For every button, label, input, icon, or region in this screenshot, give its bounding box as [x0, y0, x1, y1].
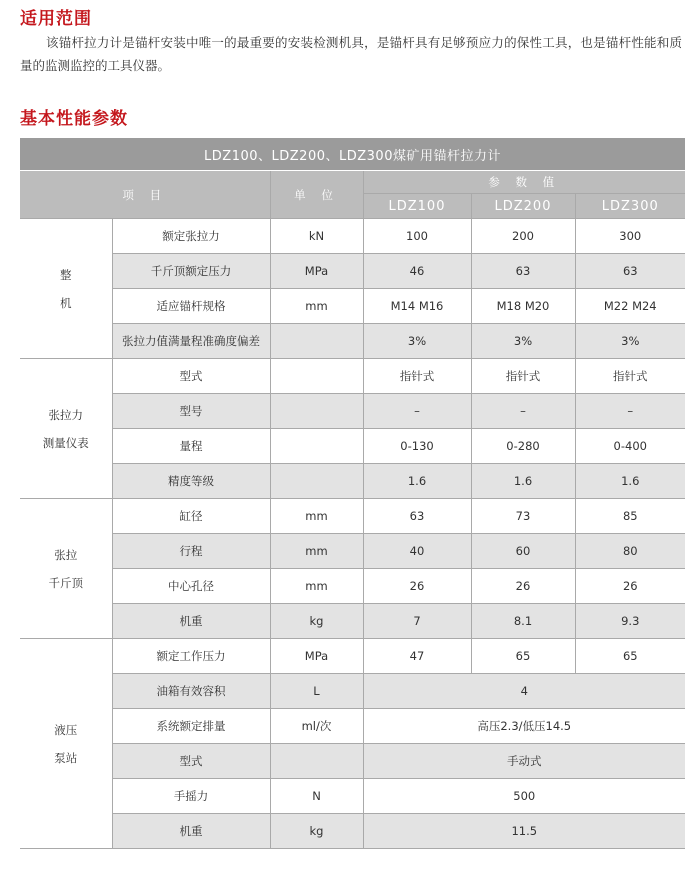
value-cell: M18 M20: [471, 289, 575, 324]
value-cell: 73: [471, 499, 575, 534]
value-cell: 1.6: [575, 464, 685, 499]
table-row: [20, 499, 685, 534]
item-cell: 机重: [112, 604, 270, 639]
group-name: [20, 219, 112, 359]
value-cell: 0-280: [471, 429, 575, 464]
value-cell: 63: [363, 499, 471, 534]
value-cell: 4: [363, 674, 685, 709]
group-name-line: 液压: [54, 722, 78, 737]
item-cell: 中心孔径: [112, 569, 270, 604]
header-model: LDZ200: [471, 194, 575, 219]
group-name-line: 张拉: [54, 547, 78, 562]
header-unit: 单 位: [270, 171, 363, 219]
table-row: [20, 254, 685, 289]
value-cell: 1.6: [363, 464, 471, 499]
table-title: LDZ100、LDZ200、LDZ300煤矿用锚杆拉力计: [20, 138, 685, 171]
table-row: [20, 464, 685, 499]
params-title: 基本性能参数: [20, 109, 128, 129]
value-cell: 手动式: [363, 744, 685, 779]
item-cell: 系统额定排量: [112, 709, 270, 744]
value-cell: 1.6: [471, 464, 575, 499]
unit-cell: mm: [270, 289, 363, 324]
item-cell: 千斤顶额定压力: [112, 254, 270, 289]
table-row: [20, 569, 685, 604]
unit-cell: MPa: [270, 639, 363, 674]
value-cell: 200: [471, 219, 575, 254]
group-name-line: 泵站: [54, 750, 78, 765]
header-params: 参 数 值: [363, 171, 685, 194]
unit-cell: [270, 324, 363, 359]
table-row: [20, 219, 685, 254]
value-cell: 指针式: [575, 359, 685, 394]
unit-cell: [270, 464, 363, 499]
value-cell: 8.1: [471, 604, 575, 639]
unit-cell: ml/次: [270, 709, 363, 744]
table-row: [20, 429, 685, 464]
table-row: [20, 289, 685, 324]
group-name-line: 整: [60, 267, 72, 282]
unit-cell: mm: [270, 499, 363, 534]
value-cell: 0-400: [575, 429, 685, 464]
value-cell: 9.3: [575, 604, 685, 639]
header-item: 项 目: [20, 171, 270, 219]
item-cell: 行程: [112, 534, 270, 569]
value-cell: 46: [363, 254, 471, 289]
value-cell: 0-130: [363, 429, 471, 464]
unit-cell: mm: [270, 534, 363, 569]
value-cell: 3%: [363, 324, 471, 359]
value-cell: 高压2.3/低压14.5: [363, 709, 685, 744]
group-name-line: 张拉力: [48, 407, 83, 422]
group-name-line: 测量仪表: [42, 435, 89, 450]
group-name: [20, 359, 112, 499]
unit-cell: kg: [270, 604, 363, 639]
table-row: [20, 814, 685, 849]
unit-cell: [270, 429, 363, 464]
table-row: [20, 779, 685, 814]
item-cell: 缸径: [112, 499, 270, 534]
table-row: [20, 639, 685, 674]
unit-cell: MPa: [270, 254, 363, 289]
item-cell: 型式: [112, 359, 270, 394]
value-cell: –: [575, 394, 685, 429]
table-row: [20, 359, 685, 394]
value-cell: 500: [363, 779, 685, 814]
value-cell: –: [471, 394, 575, 429]
value-cell: 40: [363, 534, 471, 569]
value-cell: –: [363, 394, 471, 429]
value-cell: 26: [471, 569, 575, 604]
value-cell: 63: [471, 254, 575, 289]
item-cell: 张拉力值满量程准确度偏差: [112, 324, 270, 359]
scope-description: 该锚杆拉力计是锚杆安装中唯一的最重要的安装检测机具，是锚杆具有足够预应力的保性工具，也是锚杆性能和质量的监测监控的工具仪器。: [20, 35, 682, 73]
item-cell: 油箱有效容积: [112, 674, 270, 709]
item-cell: 量程: [112, 429, 270, 464]
item-cell: 型号: [112, 394, 270, 429]
params-table: [20, 138, 685, 849]
header-model: LDZ300: [575, 194, 685, 219]
value-cell: 80: [575, 534, 685, 569]
header-model: LDZ100: [363, 194, 471, 219]
item-cell: 额定工作压力: [112, 639, 270, 674]
value-cell: 3%: [471, 324, 575, 359]
value-cell: 65: [471, 639, 575, 674]
value-cell: 7: [363, 604, 471, 639]
unit-cell: mm: [270, 569, 363, 604]
unit-cell: N: [270, 779, 363, 814]
table-row: [20, 674, 685, 709]
scope-title: 适用范围: [20, 9, 92, 29]
item-cell: 手摇力: [112, 779, 270, 814]
item-cell: 额定张拉力: [112, 219, 270, 254]
value-cell: 指针式: [363, 359, 471, 394]
value-cell: M22 M24: [575, 289, 685, 324]
table-row: [20, 534, 685, 569]
item-cell: 适应锚杆规格: [112, 289, 270, 324]
table-row: [20, 324, 685, 359]
value-cell: 300: [575, 219, 685, 254]
table-row: [20, 604, 685, 639]
value-cell: M14 M16: [363, 289, 471, 324]
unit-cell: kN: [270, 219, 363, 254]
value-cell: 3%: [575, 324, 685, 359]
table-row: [20, 709, 685, 744]
table-row: [20, 394, 685, 429]
unit-cell: [270, 744, 363, 779]
group-name: [20, 499, 112, 639]
group-name-line: 机: [60, 295, 72, 310]
value-cell: 60: [471, 534, 575, 569]
table-row: [20, 744, 685, 779]
value-cell: 47: [363, 639, 471, 674]
item-cell: 机重: [112, 814, 270, 849]
value-cell: 63: [575, 254, 685, 289]
value-cell: 指针式: [471, 359, 575, 394]
unit-cell: [270, 394, 363, 429]
item-cell: 型式: [112, 744, 270, 779]
value-cell: 26: [575, 569, 685, 604]
value-cell: 85: [575, 499, 685, 534]
value-cell: 100: [363, 219, 471, 254]
group-name-line: 千斤顶: [48, 575, 83, 590]
value-cell: 11.5: [363, 814, 685, 849]
value-cell: 26: [363, 569, 471, 604]
item-cell: 精度等级: [112, 464, 270, 499]
unit-cell: L: [270, 674, 363, 709]
unit-cell: kg: [270, 814, 363, 849]
unit-cell: [270, 359, 363, 394]
value-cell: 65: [575, 639, 685, 674]
group-name: [20, 639, 112, 849]
